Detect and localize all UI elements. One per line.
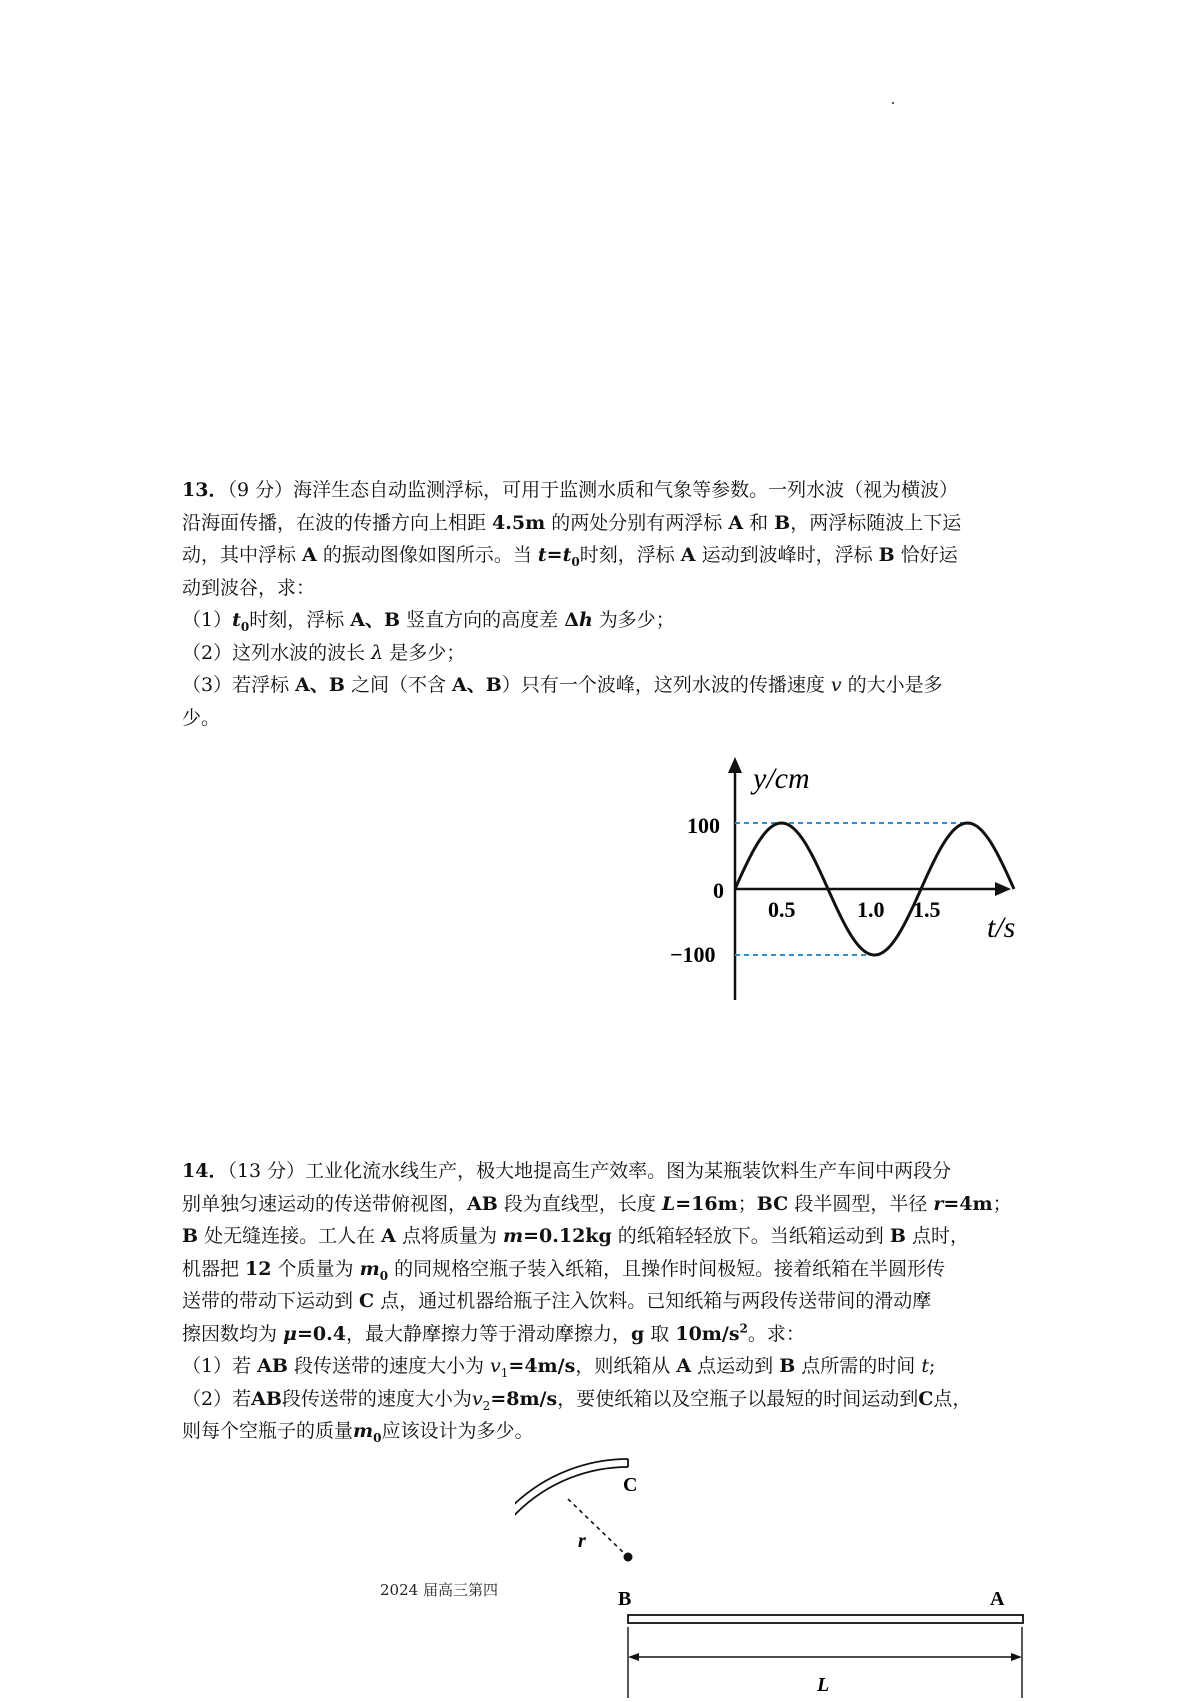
q14-l6b: ，最大静摩擦力等于滑动摩擦力， [345,1322,631,1345]
q14-line-1 [182,1155,1028,1188]
q13-line-2 [182,507,1028,540]
q13-s1-b: 竖直方向的高度差 [400,609,565,631]
q13-s3-b: 之间（不含 [344,674,453,696]
q13-stem-3b: 的振动图像如图所示。当 [316,544,538,566]
q14-number: 14． [182,1160,228,1182]
q14-l3b: 点将质量为 [395,1225,503,1247]
q14-line-4 [182,1253,1028,1286]
q13-s1-h: h [578,609,593,631]
q13-s1-a: 时刻，浮标 [249,609,351,631]
q14-s1-num: （1） [182,1355,233,1377]
q13-stem-3e: 恰好运 [894,544,958,566]
q14-s2-f: 应该设计为多少。 [381,1420,534,1442]
q14-mu-val: =0.4 [296,1322,346,1345]
q13-sub-1 [182,604,1028,637]
q14-g-sup: 2 [739,1321,748,1336]
y-tick-0: 0 [713,878,724,903]
q14-s1-B: B [779,1355,796,1377]
q14-sub-2-cont [182,1415,1028,1448]
q13-line-3 [182,539,1028,572]
q13-eq: = [546,544,563,566]
q13-stem-2b: 的两处分别有两浮标 [545,511,729,534]
q13-number: 13． [182,479,228,501]
q14-l5b: 点，通过机器给瓶子注入饮料。已知纸箱与两段传送带间的滑动摩 [374,1290,932,1312]
q13-buoy-a-2: A [302,544,317,566]
q13-stem-2c: ，两浮标随波上下运 [790,511,962,534]
q13-sub-2 [182,637,1028,670]
q13-s3-e: 少。 [182,706,221,729]
q14-l1: 工业化流水线生产，极大地提高生产效率。图为某瓶装饮料生产车间中两段分 [305,1160,952,1182]
q14-s2-num: （2） [182,1387,233,1410]
q14-l2c: ； [737,1192,757,1215]
q14-s2-C: C [918,1387,934,1410]
q13-s1-c: 为多少； [592,609,675,631]
q14-s2-m: m [353,1420,374,1442]
straight-belt-ab [628,1615,1023,1623]
q14-s1-ab: AB [257,1355,288,1377]
q14-m0: m [359,1257,380,1280]
q14-L-val: =16m [675,1192,738,1215]
q14-l6c: 取 [644,1322,676,1345]
label-l: L [817,1674,830,1696]
q14-s2-d: 点， [933,1387,972,1410]
q13-s3-d: 的大小是多 [841,674,943,696]
q14-s2-c: ，要使纸箱以及空瓶子以最短的时间运动到 [557,1387,919,1410]
label-b: B [618,1588,632,1610]
q14-l3-B: B [889,1225,906,1247]
q14-s2-e: 则每个空瓶子的质量 [182,1420,354,1442]
q13-t0: t [562,544,572,566]
q14-s1-d: 点运动到 [691,1355,780,1377]
q14-line-2 [182,1188,1028,1221]
q14-sub-1 [182,1350,1028,1383]
q13-s2-lambda: λ [371,641,384,664]
q13-s1-t: t [232,609,241,631]
q13-s3-ab: A、B [295,674,345,696]
q13-s1-ab: A、B [350,609,401,631]
q14-l6d: 。求： [747,1322,805,1345]
q13-s3-a: 若浮标 [232,674,296,696]
q13-stem-4: 动到波谷，求： [182,576,316,599]
q14-line-5 [182,1285,1028,1318]
label-c: C [623,1474,638,1496]
center-dot [624,1553,633,1562]
q13-stem-1: 海洋生态自动监测浮标，可用于监测水质和气象等参数。一列水波（视为横波） [293,479,959,501]
dimension-arrow-right [1011,1653,1022,1661]
q13-line-4 [182,572,1028,605]
x-tick-1-5: 1.5 [913,897,941,922]
x-axis-label: t/s [987,911,1016,944]
q14-g: g [630,1322,645,1345]
q13-sub-3 [182,669,1028,702]
q14-s1-A: A [676,1355,692,1377]
dimension-arrow-left [628,1653,639,1661]
x-tick-1-0: 1.0 [857,897,885,922]
vibration-graph [665,755,1040,1005]
q14-line-3 [182,1220,1028,1253]
q13-s1-num: （1） [182,609,233,631]
q13-s3-c: ）只有一个波峰，这列水波的传播速度 [501,674,831,696]
radius-line [568,1499,628,1557]
q14-s2-b: 段传送带的速度大小为 [281,1387,472,1410]
q14-ab: AB [467,1192,498,1215]
q13-buoy-a: A [728,511,744,534]
page-footer: 2024 届高三第四 [380,1581,498,1599]
q13-and: 和 [743,511,775,534]
q14-l2a: 别单独匀速运动的传送带俯视图， [182,1192,468,1215]
q14-l2b: 段为直线型，长度 [497,1192,662,1215]
y-tick-neg100: −100 [670,942,716,967]
q14-s1-b: 段传送带的速度大小为 [287,1355,491,1377]
q14-s2-ab: AB [251,1387,282,1410]
q14-l4c: 的同规格空瓶子装入纸箱，且操作时间极短。接着纸箱在半圆形传 [388,1257,946,1280]
semicircle-belt-inner [515,1467,628,1698]
q13-line-1 [182,474,1028,507]
label-r: r [578,1530,586,1552]
q13-points: （9 分） [227,479,294,501]
q13-t: t [537,544,547,566]
q13-buoy-b-2: B [878,544,895,566]
q14-mu: μ [283,1322,297,1345]
scan-speck [892,102,894,104]
q14-r: r [933,1192,944,1215]
q14-r-val: =4m [943,1192,993,1215]
q14-m: m [503,1225,524,1247]
q13-s1-sub: 0 [240,619,250,634]
q14-l5-C: C [359,1290,375,1312]
q13-buoy-b: B [774,511,791,534]
belt-mask [515,1459,628,1698]
q14-sub-2 [182,1383,1028,1416]
q14-points: （13 分） [227,1160,306,1182]
q14-s1-vsub: 1 [500,1365,509,1380]
q13-s3-ab2: A、B [452,674,502,696]
q13-s3-v: v [830,674,842,696]
q14-s1-vval: =4m/s [508,1355,576,1377]
q14-s2-msub: 0 [373,1430,382,1445]
q14-l4b: 个质量为 [271,1257,360,1280]
q13-distance: 4.5m [492,511,546,534]
q14-s2-vsub: 2 [482,1398,491,1413]
q14-count: 12 [245,1257,272,1280]
q13-buoy-a-3: A [680,544,696,566]
q13-s2-b: 是多少； [383,641,466,664]
q14-l3-A: A [381,1225,396,1247]
y-axis-arrow [728,757,742,773]
q13-stem-2a: 沿海面传播，在波的传播方向上相距 [182,511,493,534]
q14-m0-sub: 0 [379,1268,389,1283]
conveyor-belt-diagram [515,1455,1025,1698]
q14-s1-f: ; [929,1355,936,1377]
q13-sub-3-cont [182,702,1028,735]
q13-stem-3a: 动，其中浮标 [182,544,303,566]
q13-stem-3d: 运动到波峰时，浮标 [695,544,879,566]
vibration-graph-svg [665,755,1040,1005]
question-13 [182,474,1028,734]
q13-s2-num: （2） [182,641,233,664]
q14-m-val: =0.12kg [523,1225,612,1247]
q14-s2-a: 若 [232,1387,252,1410]
q13-s3-num: （3） [182,674,233,696]
x-tick-0-5: 0.5 [768,897,796,922]
q14-L: L [661,1192,676,1215]
y-tick-100: 100 [687,813,720,838]
q14-l3c: 的纸箱轻轻放下。当纸箱运动到 [611,1225,890,1247]
q14-l2d: 段半圆型，半径 [788,1192,934,1215]
q14-g-val: 10m/s [675,1322,740,1345]
question-14 [182,1155,1028,1448]
conveyor-belt-svg [515,1455,1025,1698]
x-axis-arrow [995,882,1011,896]
label-a: A [990,1588,1005,1610]
q14-s2-v: v [471,1387,483,1410]
y-axis-label: y/cm [753,762,810,795]
q13-stem-3c: 时刻，浮标 [579,544,681,566]
q14-bc: BC [756,1192,789,1215]
q14-l4a: 机器把 [182,1257,246,1280]
q14-l2e: ； [992,1192,1012,1215]
q14-s1-e: 点所需的时间 [795,1355,922,1377]
q14-s2-vval: =8m/s [490,1387,558,1410]
q14-l3-b: B [182,1225,199,1247]
q14-l3d: 点时， [905,1225,969,1247]
q13-s1-delta: Δ [564,609,579,631]
q14-l5a: 送带的带动下运动到 [182,1290,360,1312]
q14-l3a: 处无缝连接。工人在 [198,1225,382,1247]
q14-s1-v: v [490,1355,501,1377]
q14-s1-t: t [921,1355,929,1377]
q14-s1-a: 若 [232,1355,258,1377]
q14-l6a: 擦因数均为 [182,1322,284,1345]
q13-s2-a: 这列水波的波长 [232,641,372,664]
q14-s1-c: ，则纸箱从 [575,1355,677,1377]
q13-t0-sub: 0 [571,554,580,569]
q14-line-6 [182,1318,1028,1351]
